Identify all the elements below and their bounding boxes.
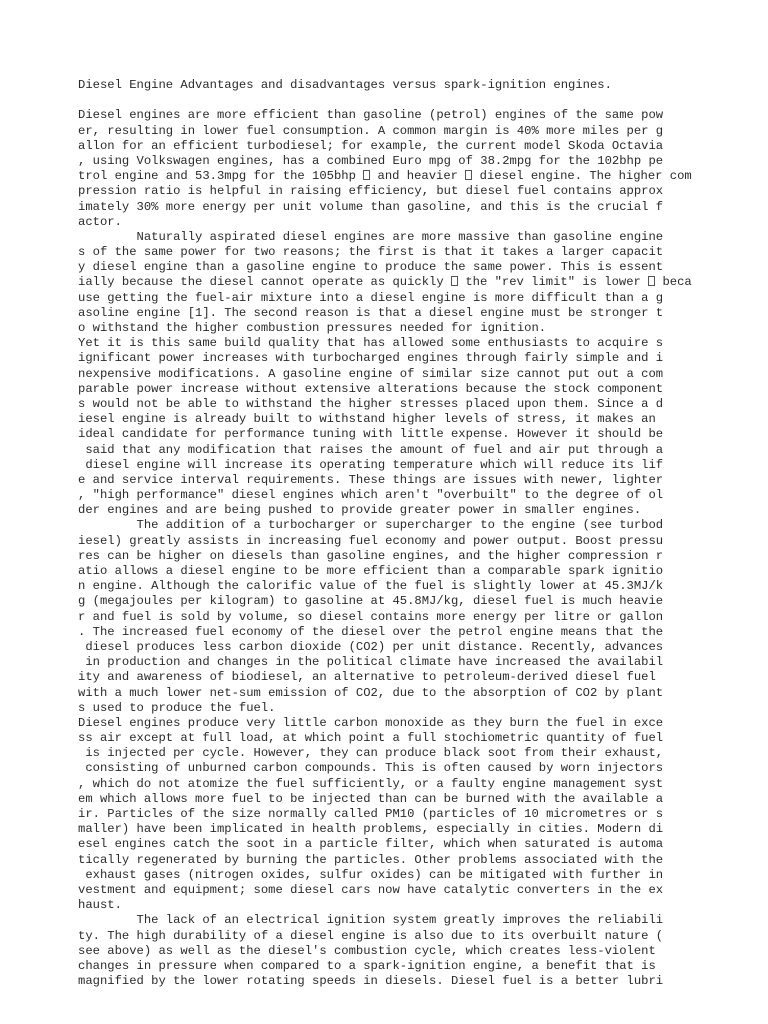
text-line: parable power increase without extensive alterations because the stock component: [78, 381, 664, 396]
text-line: e and service interval requirements. These things are issues with newer, lighter: [78, 472, 664, 487]
text-line: g (megajoules per kilogram) to gasoline at 45.8MJ/kg, diesel fuel is much heavie: [78, 594, 664, 609]
text-line: The addition of a turbocharger or supercharger to the engine (see turbod: [78, 518, 664, 533]
text-line: consisting of unburned carbon compounds. This is often caused by worn injectors: [78, 761, 664, 776]
text-line: , which do not atomize the fuel sufficiently, or a faulty engine management syst: [78, 776, 664, 791]
document-title: Diesel Engine Advantages and disadvantages versus spark-ignition engines.: [78, 78, 612, 92]
text-line: vestment and equipment; some diesel cars now have catalytic converters in the ex: [78, 882, 664, 897]
text-line: in production and changes in the political climate have increased the availabil: [78, 655, 664, 670]
text-line: atio allows a diesel engine to be more efficient than a comparable spark ignitio: [78, 564, 664, 578]
text-line: diesel engine will increase its operating temperature which will reduce its lif: [78, 457, 664, 472]
document-page: [78, 78, 758, 989]
text-line: Diesel engines produce very little carbon monoxide as they burn the fuel in exce: [78, 715, 664, 730]
text-line: o withstand the higher combustion pressures needed for ignition.: [78, 321, 547, 335]
text-line: er, resulting in lower fuel consumption. A common margin is 40% more miles per g: [78, 123, 664, 138]
text-line: Naturally aspirated diesel engines are more massive than gasoline engine: [78, 229, 664, 244]
text-line: asoline engine [1]. The second reason is that a diesel engine must be stronger t: [78, 305, 664, 320]
text-line: s used to produce the fuel.: [78, 700, 276, 715]
text-line: actor.: [78, 214, 122, 229]
text-line: s would not be able to withstand the higher stresses placed upon them. Since a d: [78, 396, 664, 411]
text-line: The lack of an electrical ignition system greatly improves the reliabili: [78, 913, 664, 928]
text-line: . The increased fuel economy of the diesel over the petrol engine means that the: [78, 624, 664, 639]
text-line: ss air except at full load, at which point a full stochiometric quantity of fuel: [78, 731, 664, 746]
text-line: ity and awareness of biodiesel, an alternative to petroleum-derived diesel fuel: [78, 670, 656, 685]
text-line: ir. Particles of the size normally called PM10 (particles of 10 micrometres or s: [78, 807, 664, 821]
text-line: diesel produces less carbon dioxide (CO2) per unit distance. Recently, advances: [78, 639, 664, 654]
text-line: iesel engine is already built to withstand higher levels of stress, it makes an: [78, 412, 656, 427]
missing-glyph-box: [465, 170, 472, 180]
text-line: imately 30% more energy per unit volume than gasoline, and this is the crucial f: [78, 199, 664, 214]
text-line: ty. The high durability of a diesel engine is also due to its overbuilt nature (: [78, 928, 664, 943]
document-body: [78, 108, 758, 989]
text-line: , using Volkswagen engines, has a combined Euro mpg of 38.2mpg for the 102bhp pe: [78, 153, 664, 168]
text-line: pression ratio is helpful in raising efficiency, but diesel fuel contains approx: [78, 184, 664, 199]
text-line: see above) as well as the diesel's combustion cycle, which creates less-violent: [78, 943, 656, 958]
text-line: n engine. Although the calorific value of the fuel is slightly lower at 45.3MJ/k: [78, 579, 664, 594]
text-line: with a much lower net-sum emission of CO2, due to the absorption of CO2 by plant: [78, 685, 664, 700]
text-line: ideal candidate for performance tuning with little expense. However it should be: [78, 427, 664, 442]
text-line: der engines and are being pushed to provide greater power in smaller engines.: [78, 503, 642, 518]
text-line: maller) have been implicated in health problems, especially in cities. Modern di: [78, 822, 664, 837]
text-line: res can be higher on diesels than gasoline engines, and the higher compression r: [78, 548, 664, 563]
missing-glyph-box: [451, 276, 458, 286]
text-line: Yet it is this same build quality that has allowed some enthusiasts to acquire s: [78, 336, 664, 351]
text-line: nexpensive modifications. A gasoline engine of similar size cannot put out a com: [78, 366, 664, 381]
text-line: y diesel engine than a gasoline engine to produce the same power. This is essent: [78, 260, 664, 275]
text-line: changes in pressure when compared to a spark-ignition engine, a benefit that is: [78, 958, 656, 973]
text-line: said that any modification that raises the amount of fuel and air put through a: [78, 442, 664, 457]
text-line: tically regenerated by burning the particles. Other problems associated with the: [78, 852, 664, 867]
text-line: ially because the diesel cannot operate as quickly the "rev limit" is lower beca: [78, 275, 692, 290]
text-line: iesel) greatly assists in increasing fuel economy and power output. Boost pressu: [78, 533, 664, 548]
text-line: is injected per cycle. However, they can produce black soot from their exhaust,: [78, 746, 664, 761]
text-line: allon for an efficient turbodiesel; for example, the current model Skoda Octavia: [78, 138, 664, 153]
missing-glyph-box: [363, 170, 370, 180]
text-line: em which allows more fuel to be injected than can be burned with the available a: [78, 791, 664, 806]
text-line: esel engines catch the soot in a particle filter, which when saturated is automa: [78, 837, 664, 852]
text-line: r and fuel is sold by volume, so diesel contains more energy per litre or gallon: [78, 609, 664, 624]
text-line: Diesel engines are more efficient than gasoline (petrol) engines of the same pow: [78, 108, 664, 123]
text-line: exhaust gases (nitrogen oxides, sulfur oxides) can be mitigated with further in: [78, 867, 664, 882]
text-line: ignificant power increases with turbocharged engines through fairly simple and i: [78, 351, 664, 366]
text-line: , "high performance" diesel engines which aren't "overbuilt" to the degree of ol: [78, 488, 664, 503]
text-line: trol engine and 53.3mpg for the 105bhp and heavier diesel engine. The higher com: [78, 169, 692, 184]
missing-glyph-box: [648, 276, 655, 286]
text-line: use getting the fuel-air mixture into a diesel engine is more difficult than a g: [78, 290, 664, 305]
text-line: s of the same power for two reasons; the first is that it takes a larger capacit: [78, 245, 664, 260]
text-line: magnified by the lower rotating speeds in diesels. Diesel fuel is a better lubri: [78, 974, 664, 989]
text-line: haust.: [78, 898, 122, 913]
